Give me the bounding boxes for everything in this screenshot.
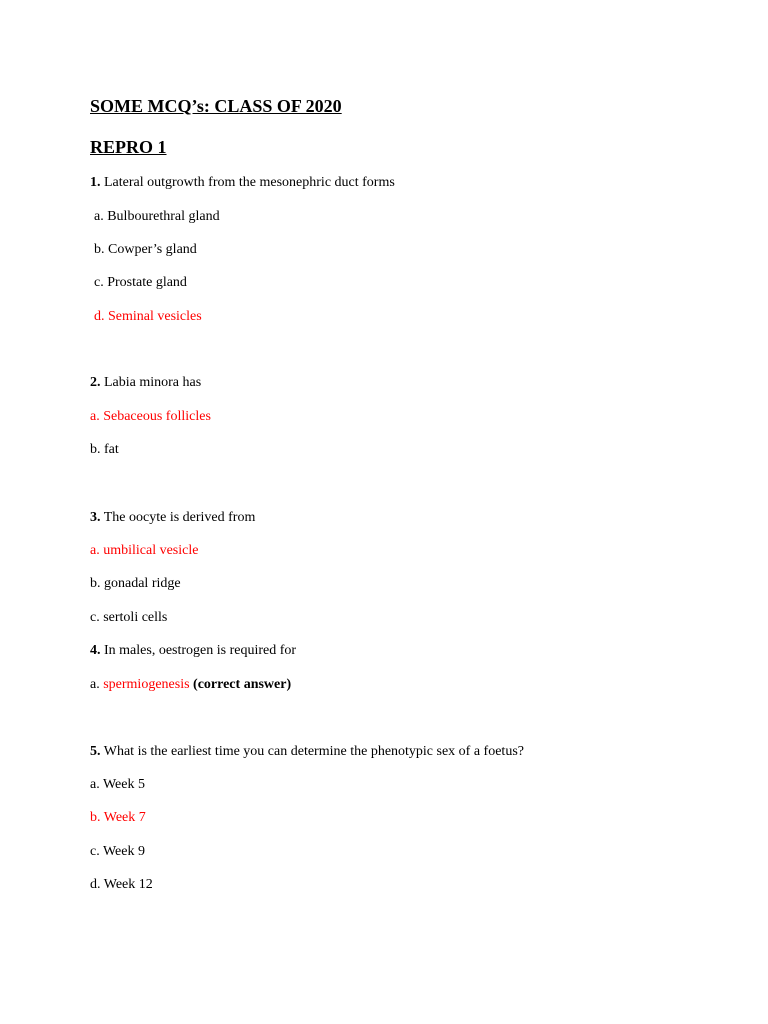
- question-number: 3.: [90, 510, 101, 525]
- option-1b: b. Cowper’s gland: [94, 242, 197, 257]
- option-3c: c. sertoli cells: [90, 610, 168, 625]
- option-5c: c. Week 9: [90, 844, 145, 859]
- question-number: 1.: [90, 175, 101, 190]
- question-text: Lateral outgrowth from the mesonephric duct forms: [100, 175, 395, 190]
- question-text: The oocyte is derived from: [100, 510, 256, 525]
- option-4a: [90, 676, 291, 694]
- option-3b: b. gonadal ridge: [90, 576, 181, 591]
- option-4a-correct: spermiogenesis: [103, 677, 190, 692]
- question-5: [90, 743, 524, 761]
- option-5d: d. Week 12: [90, 877, 153, 892]
- question-2: [90, 374, 201, 392]
- option-prefix: a.: [90, 677, 104, 692]
- option-1a: a. Bulbourethral gland: [94, 209, 220, 224]
- question-text: In males, oestrogen is required for: [100, 643, 297, 658]
- question-text: What is the earliest time you can determine the phenotypic sex of a foetus?: [100, 744, 524, 759]
- option-2a-correct: a. Sebaceous follicles: [90, 409, 211, 424]
- option-5a: a. Week 5: [90, 777, 145, 792]
- question-3: [90, 509, 255, 527]
- question-text: Labia minora has: [100, 375, 202, 390]
- option-1c: c. Prostate gland: [94, 275, 187, 290]
- question-number: 4.: [90, 643, 101, 658]
- option-5b-correct: b. Week 7: [90, 810, 146, 825]
- option-2b: b. fat: [90, 442, 119, 457]
- option-1d-correct: d. Seminal vesicles: [94, 309, 202, 324]
- question-1: [90, 174, 395, 192]
- question-number: 5.: [90, 744, 101, 759]
- section-title: REPRO 1: [90, 137, 167, 157]
- option-3a-correct: a. umbilical vesicle: [90, 543, 199, 558]
- question-number: 2.: [90, 375, 101, 390]
- document-title: SOME MCQ’s: CLASS OF 2020: [90, 96, 342, 116]
- correct-answer-note: (correct answer): [189, 677, 292, 692]
- question-4: [90, 642, 296, 660]
